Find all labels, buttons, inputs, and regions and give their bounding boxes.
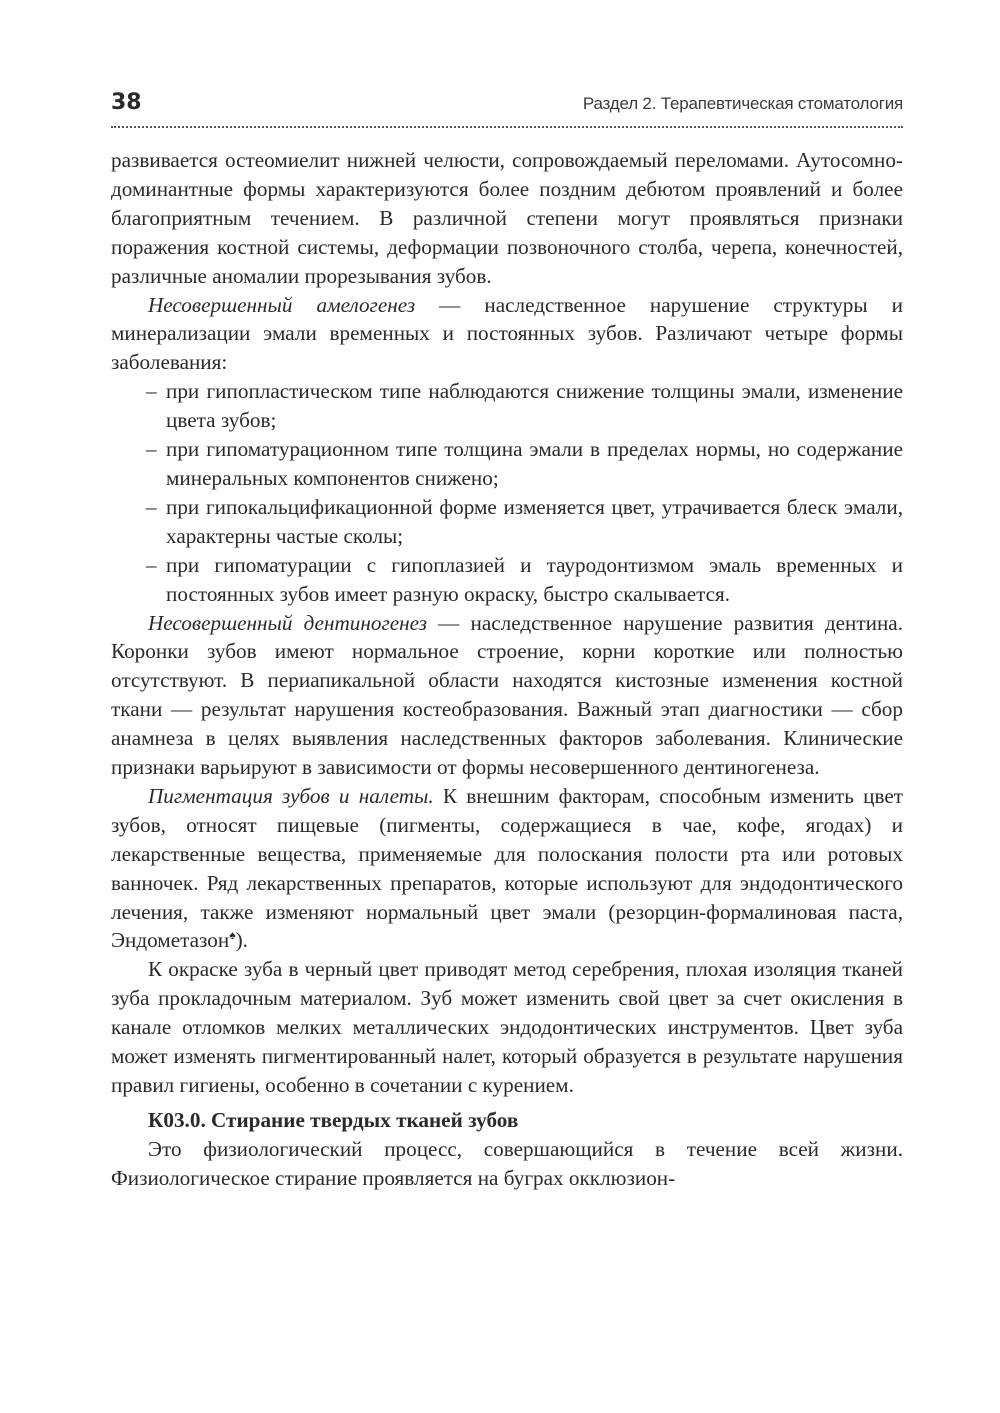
page-number: 38 xyxy=(111,90,142,115)
paragraph-pigmentation xyxy=(111,782,903,955)
list-item xyxy=(146,377,903,435)
term-pigmentation: Пигментация зубов и налеты. xyxy=(148,783,434,808)
term-amelogenesis: Несовершенный амелогенез xyxy=(148,292,416,317)
list-item xyxy=(146,551,903,609)
list-item xyxy=(146,493,903,551)
drug-mark-icon: ♠ xyxy=(229,928,236,943)
paragraph-dentinogenesis xyxy=(111,609,903,782)
paragraph-attrition: Это физиологический процесс, совершающийся в течение всей жизни. Физиологическое стирание проявляется на буграх окклюзион- xyxy=(111,1136,903,1190)
dash-marker: – xyxy=(146,379,157,404)
dash-marker: – xyxy=(146,494,157,519)
running-title: Раздел 2. Терапевтическая стоматология xyxy=(582,94,903,113)
list-item xyxy=(146,435,903,493)
list-item-text: при гипоматурации с гипоплазией и тауродонтизмом эмаль временных и постоянных зубов имеет разную окраску, быстро скалывается. xyxy=(166,552,903,606)
amelogenesis-forms-list xyxy=(111,377,903,608)
paragraph-pigmentation-end: ). xyxy=(235,928,248,953)
paragraph-osteomyelitis: развивается остеомиелит нижней челюсти, сопровождаемый переломами. Аутосомно-доминантные формы характеризуются более поздним дебютом проявлений и более благоприятным течением. В различной степени могут проявляться признаки поражения костной системы, деформации позвоночного столба, черепа, конечностей, различные аномалии прорезывания зубов. xyxy=(111,148,903,288)
dash-marker: – xyxy=(146,552,157,577)
list-item-text: при гипопластическом типе наблюдаются снижение толщины эмали, изменение цвета зубов; xyxy=(166,379,903,433)
section-heading: К03.0. Стирание твердых тканей зубов xyxy=(148,1107,519,1132)
page-body xyxy=(111,146,903,1193)
list-item-text: при гипокальцификационной форме изменяется цвет, утрачивается блеск эмали, характерны частые сколы; xyxy=(166,494,903,548)
paragraph-dentinogenesis-text: — наследственное нарушение развития дентина. Коронки зубов имеют нормальное строение, корни короткие или полностью отсутствуют. В периапикальной области находятся кистозные изменения костной ткани — результат нарушения костеобразования. Важный этап диагностики — сбор анамнеза в целях выявления наследственных факторов заболевания. Клинические признаки варьируют в зависимости от формы несовершенного дентиногенеза. xyxy=(111,610,904,780)
dash-marker: – xyxy=(146,437,157,462)
paragraph-black-coloring: К окраске зуба в черный цвет приводят метод серебрения, плохая изоляция тканей зуба прокладочным материалом. Зуб может изменить свой цвет за счет окисления в канале отломков мелких металлических эндодонтических инструментов. Цвет зуба может изменять пигментированный налет, который образуется в результате нарушения правил гигиены, особенно в сочетании с курением. xyxy=(111,957,903,1097)
paragraph-amelogenesis-text: — наследственное нарушение структуры и минерализации эмали временных и постоянных зубов. Различают четыре формы заболевания: xyxy=(111,292,903,375)
paragraph-amelogenesis xyxy=(111,291,903,378)
paragraph-pigmentation-text: К внешним факторам, способным изменить цвет зубов, относят пищевые (пигменты, содержащиеся в чае, кофе, ягодах) и лекарственные вещества, применяемые для полоскания полости рта или ротовых ванночек. Ряд лекарственных препаратов, которые используют для эндодонтического лечения, также изменяют нормальный цвет эмали (резорцин-формалиновая паста, Эндометазон xyxy=(111,783,903,953)
running-header xyxy=(111,88,903,128)
term-dentinogenesis: Несовершенный дентиногенез xyxy=(148,610,428,635)
list-item-text: при гипоматурационном типе толщина эмали в пределах нормы, но содержание минеральных компонентов снижено; xyxy=(166,437,903,490)
